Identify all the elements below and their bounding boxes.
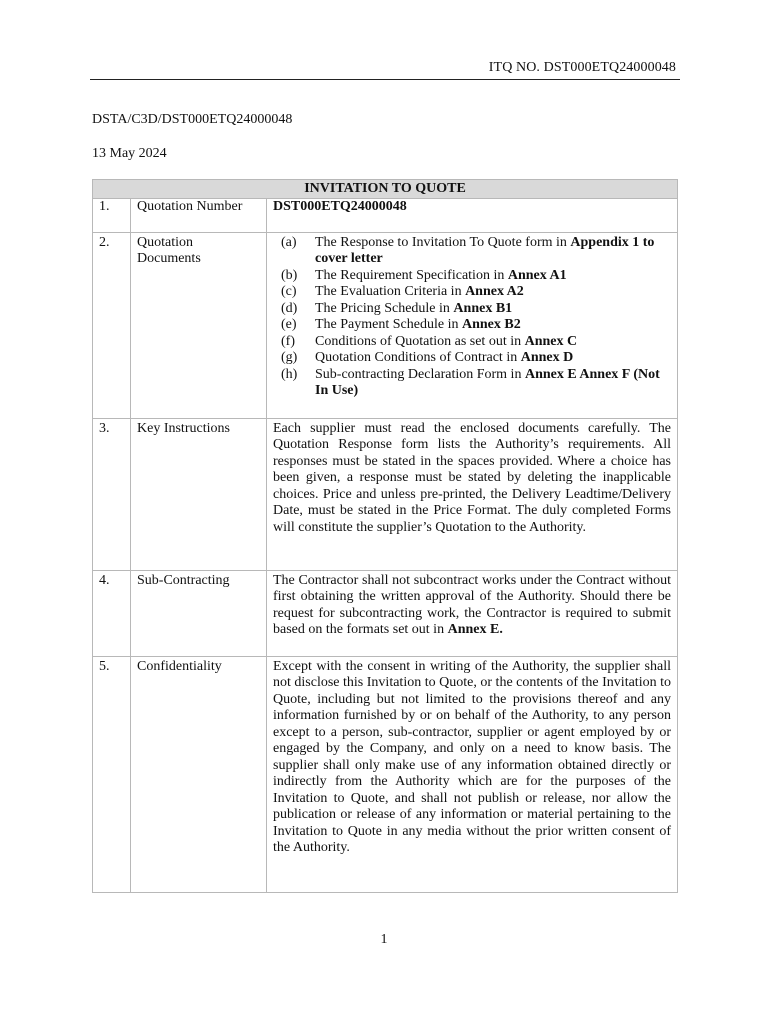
list-item-plain: The Payment Schedule in [315,317,462,332]
list-item [273,367,671,400]
list-item-marker: (d) [281,300,298,316]
list-item [273,317,671,334]
list-item-plain: Quotation Conditions of Contract in [315,350,521,365]
list-item-bold: Annex A2 [465,284,524,299]
row-label: Sub-Contracting [131,570,267,656]
list-item-marker: (c) [281,284,297,299]
key-instructions-text: Each supplier must read the enclosed documents carefully. The Quotation Response form lists the Authority’s requirements. All responses must be stated in the spaces provided. Where a choice has been given, a response must be stated by deleting the inapplicable choices. Price and unless pre-printed, the Delivery Leadtime/Delivery Date, must be stated in the Price Format. The duly completed Forms will constitute the supplier’s Quotation to the Authority. [267,418,678,570]
row-label: Confidentiality [131,656,267,892]
table-row [93,570,678,656]
list-item-text [315,317,671,334]
list-item-marker: (h) [281,366,298,382]
document-date: 13 May 2024 [92,146,167,161]
list-item-text [315,284,671,301]
list-item-plain: The Requirement Specification in [315,267,508,283]
list-item-plain: Conditions of Quotation as set out in [315,333,525,349]
page-number: 1 [380,932,388,947]
row-number: 3. [93,418,131,570]
list-item-bold: Annex B2 [461,317,521,332]
quotation-number: DST000ETQ24000048 [273,198,407,214]
row-number: 2. [93,232,131,418]
table-row [93,418,678,570]
list-item-text [315,350,671,367]
list-item-bold: Annex B1 [453,300,513,316]
list-item [273,268,671,285]
quotation-documents-list-cell [267,232,678,418]
quotation-number-value [267,198,678,232]
list-item-bold: Annex A1 [507,267,567,283]
list-item-bold: Appendix 1 to cover letter [315,234,655,266]
list-item-text [315,235,671,268]
list-item-text [315,334,671,351]
row-number: 4. [93,570,131,656]
list-item [273,235,671,268]
document-reference: DSTA/C3D/DST000ETQ24000048 [92,112,293,127]
table-title: INVITATION TO QUOTE [93,180,678,199]
list-item-text [315,301,671,318]
row-label: Key Instructions [131,418,267,570]
list-item-bold: Annex C [524,333,578,349]
sub-contracting-text: The Contractor shall not subcontract works under the Contract without first obtaining the written approval of the Authority. Should there be request for subcontracting work, the Contractor is required to submit based on the formats set out in [273,572,671,637]
list-item-plain: The Response to Invitation To Quote form in [315,234,571,250]
sub-contracting-text-cell [267,570,678,656]
table-row [93,198,678,232]
list-item-plain: Sub-contracting Declaration Form in [315,366,525,382]
header-divider [90,79,680,80]
invitation-to-quote-table [92,179,678,893]
table-title-row [93,180,678,199]
row-number: 5. [93,656,131,892]
list-item-marker: (b) [281,267,298,283]
list-item-bold: Annex E Annex F (Not In Use) [315,366,660,398]
list-item [273,334,671,351]
list-item-marker: (f) [281,333,295,349]
list-item-marker: (a) [281,234,297,250]
sub-contracting-annex: Annex E. [447,622,503,637]
list-item-plain: The Evaluation Criteria in [315,284,466,299]
table-row [93,232,678,418]
list-item-marker: (e) [281,317,297,332]
list-item [273,284,671,301]
table-row [93,656,678,892]
list-item-marker: (g) [281,350,298,365]
row-number: 1. [93,198,131,232]
list-item-bold: Annex D [520,350,574,365]
list-item [273,350,671,367]
list-item-plain: The Pricing Schedule in [315,300,454,316]
list-item [273,301,671,318]
list-item-text [315,367,671,400]
confidentiality-text: Except with the consent in writing of the Authority, the supplier shall not disclose this Invitation to Quote, or the contents of the Invitation to Quote, including but not limited to the provisions thereof and any information furnished by or on behalf of the Authority, to any person except to a person, sub-contractor, supplier or agent employed by or engaged by the Company, and only on a need to know basis. The supplier shall only make use of any information obtained directly or indirectly from the Authority which are for the purposes of the Invitation to Quote, and shall not publish or release, nor allow the publication or release of any information or material pertaining to the Invitation to Quote in any media without the prior written consent of the Authority. [267,656,678,892]
row-label: Quotation Number [131,198,267,232]
list-item-text [315,268,671,285]
row-label: Quotation Documents [131,232,267,418]
quotation-documents-list [273,235,671,400]
header-itq-reference: ITQ NO. DST000ETQ24000048 [488,60,676,75]
